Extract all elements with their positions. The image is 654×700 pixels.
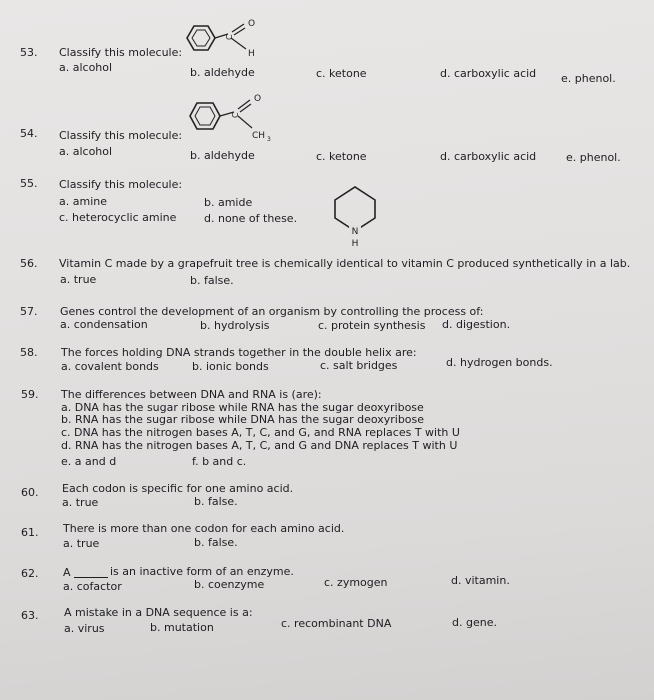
option-d: d. gene. (452, 616, 497, 629)
oxygen-label: O (254, 94, 262, 104)
option-a: a. true (62, 496, 99, 509)
piperidine-structure (330, 180, 380, 250)
question-number: 53. (20, 46, 38, 59)
option-a: a. alcohol (59, 61, 113, 74)
option-a: a. DNA has the sugar ribose while RNA has the sugar deoxyribose (61, 401, 424, 414)
option-b: b. aldehyde (190, 66, 255, 79)
question-text: Each codon is specific for one amino acid. (62, 482, 294, 495)
option-a: a. true (63, 537, 100, 550)
option-b: b. false. (194, 536, 238, 549)
option-d: d. digestion. (442, 318, 511, 331)
question-text: Classify this molecule: (59, 178, 183, 191)
subscript-label: 3 (267, 136, 271, 142)
question-number: 58. (20, 346, 38, 359)
option-a: a. covalent bonds (61, 360, 159, 373)
option-b: b. amide (204, 196, 253, 209)
question-number: 56. (20, 257, 38, 270)
carbon-label: C (225, 34, 234, 40)
substituent-label: H (248, 49, 255, 59)
option-b: b. ionic bonds (192, 360, 269, 373)
oxygen-label: O (248, 19, 256, 29)
question-text: Classify this molecule: (59, 46, 183, 59)
question-text: Vitamin C made by a grapefruit tree is chemically identical to vitamin C produced synthetically in a lab. (59, 257, 631, 270)
question-text-start: A (63, 566, 71, 579)
acetophenone-structure (186, 90, 286, 142)
question-text: A mistake in a DNA sequence is a: (64, 606, 253, 619)
question-text: The differences between DNA and RNA is (are): (61, 388, 322, 401)
option-c: c. ketone (316, 67, 367, 80)
option-b: b. RNA has the sugar ribose while DNA has the sugar deoxyribose (61, 413, 425, 426)
option-d: d. carboxylic acid (440, 67, 537, 80)
option-f: f. b and c. (192, 455, 247, 468)
option-a: a. condensation (60, 318, 148, 331)
option-a: a. amine (59, 195, 107, 208)
option-d: d. vitamin. (451, 574, 510, 587)
option-d: d. hydrogen bonds. (446, 356, 553, 369)
option-b: b. aldehyde (190, 149, 255, 162)
option-c: c. salt bridges (320, 359, 398, 372)
option-b: b. false. (194, 495, 238, 508)
question-text: Classify this molecule: (59, 129, 183, 142)
answer-blank (74, 577, 108, 578)
carbon-label: C (231, 112, 240, 118)
question-number: 61. (21, 526, 39, 539)
question-text: There is more than one codon for each amino acid. (63, 522, 345, 535)
option-e: e. phenol. (561, 72, 616, 85)
question-number: 62. (21, 567, 39, 580)
option-d: d. none of these. (204, 212, 298, 225)
option-c: c. DNA has the nitrogen bases A, T, C, and G, and RNA replaces T with U (61, 426, 460, 439)
question-text-end: is an inactive form of an enzyme. (110, 565, 294, 578)
question-number: 55. (20, 177, 38, 190)
option-a: a. alcohol (59, 145, 113, 158)
question-number: 59. (21, 388, 39, 401)
question-text: The forces holding DNA strands together in the double helix are: (61, 346, 417, 359)
option-b: b. mutation (150, 621, 214, 634)
question-number: 63. (21, 609, 39, 622)
option-a: a. true (60, 273, 97, 286)
option-c: c. heterocyclic amine (59, 211, 177, 224)
hydrogen-label: H (351, 239, 359, 249)
option-c: c. ketone (316, 150, 367, 163)
option-e: e. phenol. (566, 151, 621, 164)
nitrogen-label: N (351, 227, 359, 237)
question-number: 57. (20, 305, 38, 318)
option-d: d. carboxylic acid (440, 150, 537, 163)
option-c: c. recombinant DNA (281, 617, 392, 630)
substituent-label: CH (252, 131, 266, 141)
question-number: 60. (21, 486, 39, 499)
option-e: e. a and d (61, 455, 117, 468)
question-number: 54. (20, 127, 38, 140)
benzaldehyde-structure (182, 16, 272, 62)
option-a: a. virus (64, 622, 105, 635)
option-b: b. hydrolysis (200, 319, 270, 332)
option-b: b. coenzyme (194, 578, 265, 591)
option-d: d. RNA has the nitrogen bases A, T, C, and G and DNA replaces T with U (61, 439, 458, 452)
option-b: b. false. (190, 274, 234, 287)
option-a: a. cofactor (63, 580, 122, 593)
option-c: c. zymogen (324, 576, 388, 589)
option-c: c. protein synthesis (318, 319, 426, 332)
question-text: Genes control the development of an organism by controlling the process of: (60, 305, 484, 318)
